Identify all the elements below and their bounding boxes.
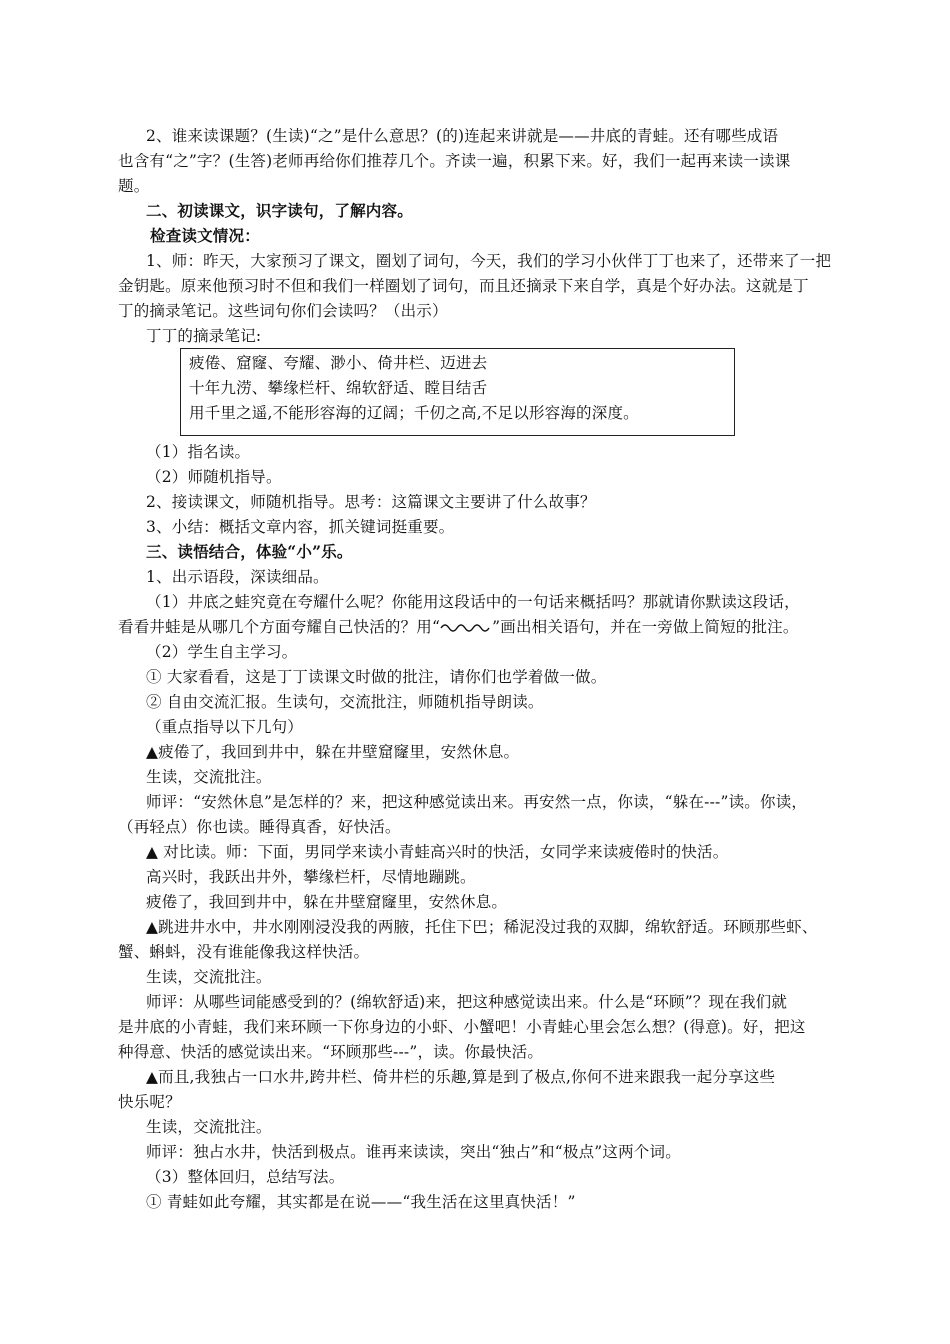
section-heading: 二、初读课文，识字读句，了解内容。: [146, 201, 413, 220]
box-line: 十年九涝、攀缘栏杆、绵软舒适、瞠目结舌: [189, 379, 488, 397]
para-line: 生读，交流批注。: [146, 1118, 272, 1136]
para-line: 金钥匙。原来他预习时不但和我们一样圈划了词句，而且还摘录下来自学，真是个好办法。这就是丁: [118, 277, 809, 295]
para-line: 2、接读课文，师随机指导。思考：这篇课文主要讲了什么故事？: [146, 493, 596, 511]
para-line: 高兴时，我跃出井外，攀缘栏杆，尽情地蹦跳。: [146, 868, 476, 886]
box-line: 用千里之遥,不能形容海的辽阔；千仞之高,不足以形容海的深度。: [189, 404, 639, 422]
para-line: 种得意、快活的感觉读出来。“环顾那些---”，读。你最快活。: [118, 1043, 544, 1061]
para-line: ▲疲倦了，我回到井中，躲在井壁窟窿里，安然休息。: [146, 743, 520, 761]
para-line: （1）井底之蛙究竟在夸耀什么呢？你能用这段话中的一句话来概括吗？那就请你默读这段话，: [146, 593, 800, 611]
excerpt-notes-box: [180, 348, 735, 436]
box-line: 疲倦、窟窿、夸耀、渺小、倚井栏、迈进去: [189, 354, 488, 372]
para-line: （1）指名读。: [146, 443, 251, 461]
para-line: 师评：从哪些词能感受到的？(绵软舒适)来，把这种感觉读出来。什么是“环顾”？现在我们就: [146, 993, 788, 1011]
para-line: ① 青蛙如此夸耀，其实都是在说——“我生活在这里真快活！”: [146, 1193, 576, 1211]
para-line: （再轻点）你也读。睡得真香，好快活。: [118, 818, 401, 836]
para-line: ① 大家看看，这是丁丁读课文时做的批注，请你们也学着做一做。: [146, 668, 607, 686]
para-line: （2）师随机指导。: [146, 468, 282, 486]
para-line: 疲倦了，我回到井中，躲在井壁窟窿里，安然休息。: [146, 893, 508, 911]
para-line: 师评：独占水井，快活到极点。谁再来读读，突出“独占”和“极点”这两个词。: [146, 1143, 681, 1161]
para-line: 1、师：昨天，大家预习了课文，圈划了词句，今天，我们的学习小伙伴丁丁也来了，还带来了一把: [146, 252, 832, 270]
para-line: （重点指导以下几句）: [146, 718, 304, 736]
para-line: 也含有“之”字？(生答)老师再给你们推荐几个。齐读一遍，积累下来。好，我们一起再来读一读课: [118, 152, 791, 170]
para-line: （2）学生自主学习。: [146, 643, 298, 661]
wavy-underline-icon: [440, 622, 492, 634]
para-line: 蟹、蝌蚪，没有谁能像我这样快活。: [118, 943, 370, 961]
para-line: ② 自由交流汇报。生读句，交流批注，师随机指导朗读。: [146, 693, 544, 711]
line-part: 看看井蛙是从哪几个方面夸耀自己快活的？用“: [118, 618, 441, 636]
para-line: 1、出示语段，深读细品。: [146, 568, 329, 586]
notes-label: 丁丁的摘录笔记:: [146, 327, 262, 345]
para-line: 师评：“安然休息”是怎样的？来，把这种感觉读出来。再安然一点，你读，“躲在---”读。你读，: [146, 793, 808, 811]
line-part: ”画出相关语句，并在一旁做上简短的批注。: [492, 618, 799, 636]
para-line: [118, 617, 799, 637]
para-line: 3、小结：概括文章内容，抓关键词挺重要。: [146, 518, 455, 536]
para-line: 生读，交流批注。: [146, 968, 272, 986]
para-line: ▲而且,我独占一口水井,跨井栏、倚井栏的乐趣,算是到了极点,你何不进来跟我一起分享这些: [146, 1068, 776, 1086]
section-heading: 三、读悟结合，体验“小”乐。: [146, 542, 353, 561]
sub-heading: 检查读文情况：: [150, 226, 260, 245]
para-line: 生读，交流批注。: [146, 768, 272, 786]
para-line: 丁的摘录笔记。这些词句你们会读吗？（出示）: [118, 302, 448, 320]
para-line: 是井底的小青蛙，我们来环顾一下你身边的小虾、小蟹吧！小青蛙心里会怎么想？(得意)。好，把这: [118, 1018, 806, 1036]
para-line: （3）整体回归，总结写法。: [146, 1168, 345, 1186]
para-line: 题。: [118, 177, 150, 195]
para-line: 2、谁来读课题？(生读)“之”是什么意思？(的)连起来讲就是——井底的青蛙。还有哪些成语: [146, 127, 779, 145]
para-line: 快乐呢？: [118, 1093, 181, 1111]
para-line: ▲ 对比读。师：下面，男同学来读小青蛙高兴时的快活，女同学来读疲倦时的快活。: [146, 843, 729, 861]
para-line: ▲跳进井水中，井水刚刚浸没我的两腋，托住下巴；稀泥没过我的双脚，绵软舒适。环顾那些虾、: [146, 918, 818, 936]
